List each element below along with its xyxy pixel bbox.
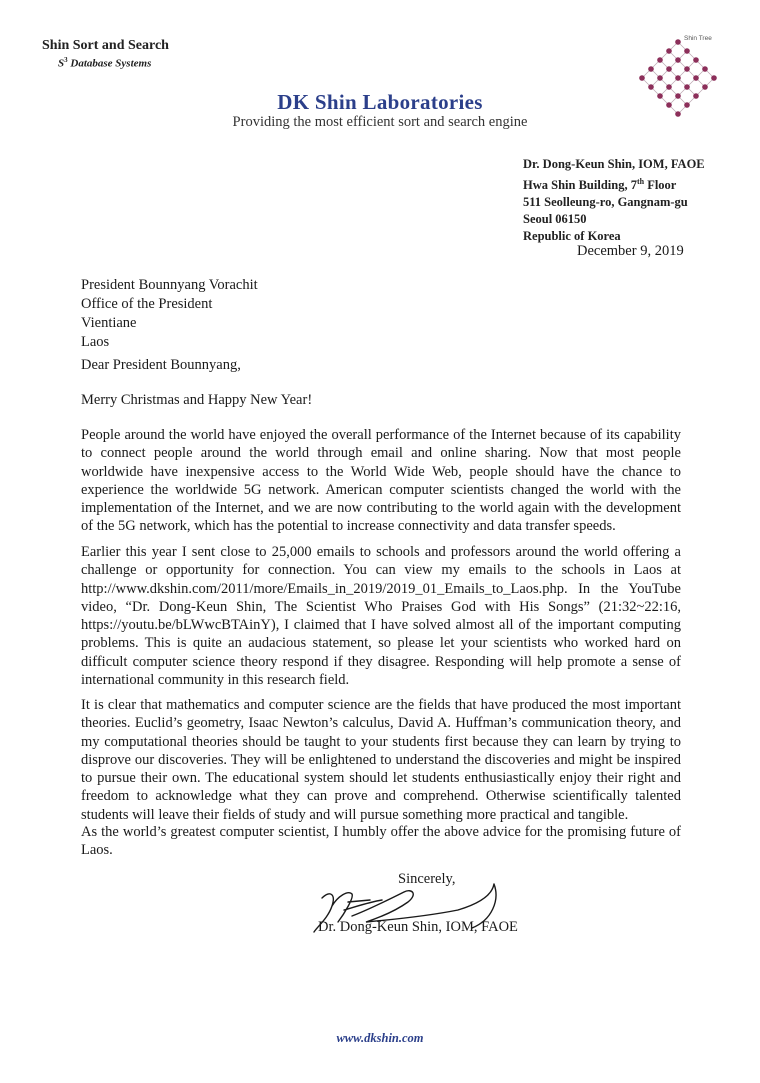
logo-node [684,84,690,90]
logo-node [648,66,654,72]
brand-sub-letter: S [58,57,65,70]
logo-node [666,48,672,54]
lab-title: DK Shin Laboratories [277,90,483,114]
logo-node [657,57,663,63]
logo-node [675,75,681,81]
brand-sub-superscript: 3 [64,56,68,64]
logo-node [702,84,708,90]
lab-tagline: Providing the most efficient sort and search engine [232,114,528,130]
body-paragraph-4: As the world’s greatest computer scientist, I humbly offer the above advice for the promising future of Laos. [81,824,681,859]
sender-name: Dr. Dong-Keun Shin, IOM, FAOE [523,157,705,171]
sender-building: Hwa Shin Building, 7th Floor [523,177,677,193]
sender-address [523,156,705,245]
sender-street: 511 Seolleung-ro, Gangnam-gu [523,195,688,210]
logo-node [657,75,663,81]
sender-city: Seoul 06150 [523,212,587,227]
brand-subtitle [58,56,151,70]
signature-name: Dr. Dong-Keun Shin, IOM, FAOE [318,919,518,935]
footer-website-link[interactable]: www.dkshin.com [336,1031,424,1045]
logo-node [675,39,681,45]
letter-date: December 9, 2019 [577,243,684,259]
recipient-office: Office of the President [81,296,213,312]
recipient-address [81,276,258,352]
logo-node [639,75,645,81]
logo-node [684,48,690,54]
logo-node [648,84,654,90]
salutation: Dear President Bounnyang, [81,357,241,373]
body-paragraph-1: People around the world have enjoyed the overall performance of the Internet because of its capability to connect people around the world through email and online sharing. Now that most people worldwide have inexpensive access to the World Wide Web, people should have the chance to experience the worldwide 5G network. American computer scientists changed the world with the implementation of the Internet, and we are now contributing to the world again with the development of the 5G network, which has the potential to increase connectivity and data transfer speeds. [81,427,681,535]
body-paragraph-2: Earlier this year I sent close to 25,000 emails to schools and professors around the world offering a challenge or opportunity for connection. You can view my emails to the schools in Laos at http://www.dkshin.com/2011/more/Emails_in_2019/2019_01_Emails_to_Laos.php. In the YouTube video, “Dr. Dong-Keun Shin, The Scientist Who Praises God with His Songs” (21:32~22:16, https://youtu.be/bLWwcBTAinY), I claimed that I have solved almost all of the important computing problems. This is quite an audacious statement, so please let your scientists who worked hard on difficult computer science theory respond if they disagree. Responding will help promote a sense of international community in this research field. [81,544,681,689]
brand-name: Shin Sort and Search [42,38,169,53]
logo-node [675,57,681,63]
recipient-city: Vientiane [81,315,137,331]
logo-node [684,66,690,72]
recipient-country: Laos [81,334,110,350]
brand-sub-text: Database Systems [67,57,152,70]
body-paragraph-3: It is clear that mathematics and computer science are the fields that have produced the most important theories. Euclid’s geometry, Isaac Newton’s calculus, David A. Huffman’s communication theory, and my computational theories should be taught to your students first because they can learn by trying to disprove our discoveries. They will be enlightened to understand the discoveries and might be inspired to pursue their own. The educational system should let students enthusiastically enjoy their right and freedom to acknowledge what they can prove and comprehend. Otherwise scientifically talented students will leave their fields of study and will pursue something more practical and tangible. [81,697,681,823]
sender-country: Republic of Korea [523,229,621,244]
logo-node [711,75,717,81]
recipient-name: President Bounnyang Vorachit [81,277,258,293]
logo-node [666,84,672,90]
logo-node [693,57,699,63]
logo-label: Shin Tree [684,35,712,42]
closing: Sincerely, [398,871,456,887]
logo-node [702,66,708,72]
logo-node [666,66,672,72]
logo-node [693,75,699,81]
greeting: Merry Christmas and Happy New Year! [81,392,313,408]
